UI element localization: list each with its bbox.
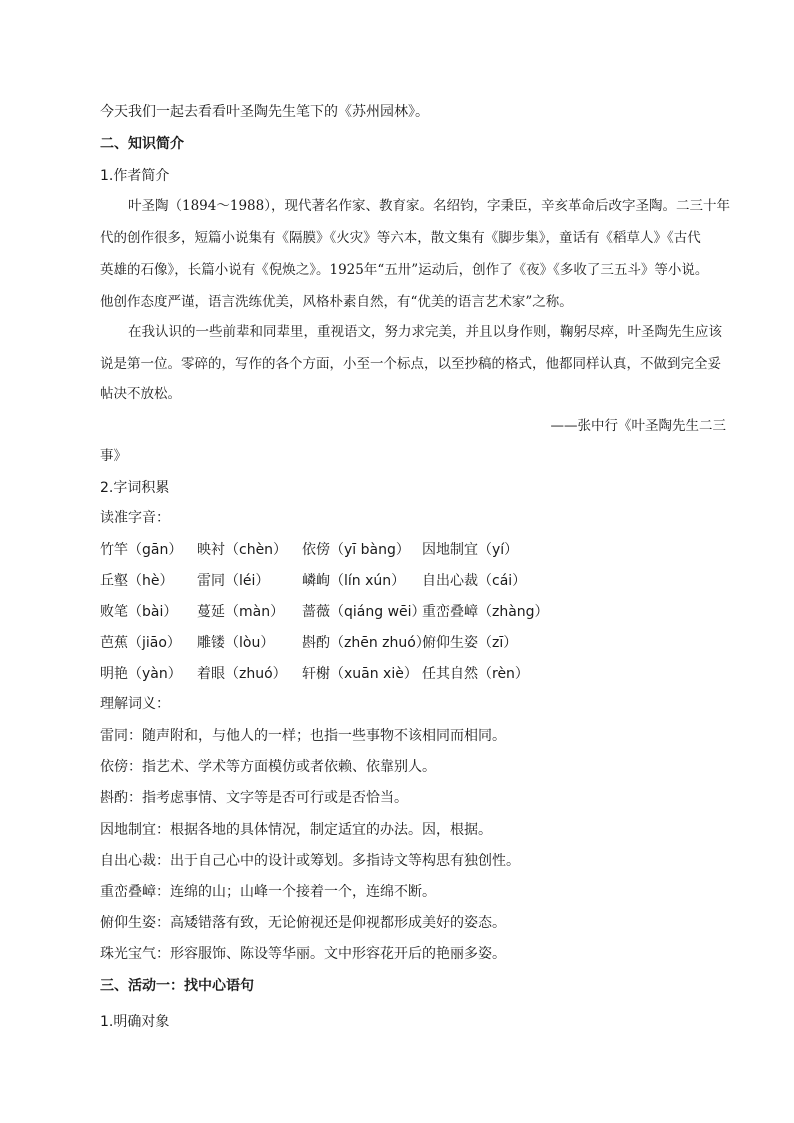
pronunciation-item: 因地制宜（yí） [422,542,519,558]
section-heading-activity: 三、活动一：找中心语句 [100,978,254,994]
pronunciation-item: 斟酌（zhēn zhuó） [302,635,430,651]
meaning-item: 自出心裁：出于自己心中的设计或筹划。多指诗文等构思有独创性。 [100,853,520,869]
meaning-item: 依傍：指艺术、学术等方面模仿或者依赖、依靠别人。 [100,759,436,775]
pronunciation-item: 雕镂（lòu） [197,635,275,651]
pronunciation-item: 丘壑（hè） [100,573,174,589]
author-bio-line: 叶圣陶（1894～1988），现代著名作家、教育家。名绍钧，字秉臣，辛亥革命后改字圣陶。二三十年 [128,198,730,214]
activity-heading: 1.明确对象 [100,1014,170,1030]
meaning-item: 雷同：随声附和，与他人的一样；也指一些事物不该相同而相同。 [100,728,506,744]
pronunciation-item: 败笔（bài） [100,604,178,620]
pronunciation-item: 芭蕉（jiāo） [100,635,181,651]
pronunciation-item: 映衬（chèn） [197,542,288,558]
quote-line: 说是第一位。零碎的，写作的各个方面，小至一个标点，以至抄稿的格式，他都同样认真，不做到完全妥 [100,356,721,372]
pronunciation-item: 依傍（yī bàng） [302,542,410,558]
pronunciation-item: 自出心裁（cái） [422,573,527,589]
pronunciation-item: 蔷薇（qiáng wēi） [302,604,426,620]
author-bio-line: 他创作态度严谨，语言洗练优美，风格朴素自然，有“优美的语言艺术家”之称。 [100,294,573,310]
pronunciation-item: 雷同（léi） [197,573,270,589]
quote-source-continued: 事》 [100,448,127,464]
intro-text: 今天我们一起去看看叶圣陶先生笔下的《苏州园林》。 [100,104,429,120]
pronunciation-item: 重峦叠嶂（zhàng） [422,604,549,620]
meaning-item: 珠光宝气：形容服饰、陈设等华丽。文中形容花开后的艳丽多姿。 [100,946,506,962]
pronunciation-item: 蔓延（màn） [197,604,285,620]
pronunciation-item: 着眼（zhuó） [197,666,287,682]
pronunciation-item: 嶙峋（lín xún） [302,573,406,589]
quote-line: 在我认识的一些前辈和同辈里，重视语文，努力求完美，并且以身作则，鞠躬尽瘁，叶圣陶先生应该 [128,324,722,340]
quote-line: 帖决不放松。 [100,386,181,402]
quote-source: ——张中行《叶圣陶先生二三 [550,418,726,434]
meaning-item: 俯仰生姿：高矮错落有致，无论俯视还是仰视都形成美好的姿态。 [100,915,506,931]
pronunciation-item: 任其自然（rèn） [422,666,529,682]
vocab-heading: 2.字词积累 [100,480,170,496]
pronunciation-item: 俯仰生姿（zī） [422,635,518,651]
meaning-item: 因地制宜：根据各地的具体情况，制定适宜的办法。因，根据。 [100,822,492,838]
section-heading-knowledge: 二、知识简介 [100,136,184,152]
meaning-item: 重峦叠嶂：连绵的山；山峰一个接着一个，连绵不断。 [100,884,436,900]
pronunciation-label: 读准字音： [100,510,170,526]
meaning-label: 理解词义： [100,696,170,712]
meaning-item: 斟酌：指考虑事情、文字等是否可行或是否恰当。 [100,790,408,806]
author-heading: 1.作者简介 [100,168,170,184]
pronunciation-item: 明艳（yàn） [100,666,182,682]
author-bio-line: 代的创作很多，短篇小说集有《隔膜》《火灾》等六本，散文集有《脚步集》，童话有《稻草人》《古代 [100,230,701,246]
pronunciation-item: 轩榭（xuān xiè） [302,666,418,682]
author-bio-line: 英雄的石像》，长篇小说有《倪焕之》。1925年“五卅”运动后，创作了《夜》《多收了三五斗》等小说。 [100,262,709,278]
pronunciation-item: 竹竿（gān） [100,542,183,558]
